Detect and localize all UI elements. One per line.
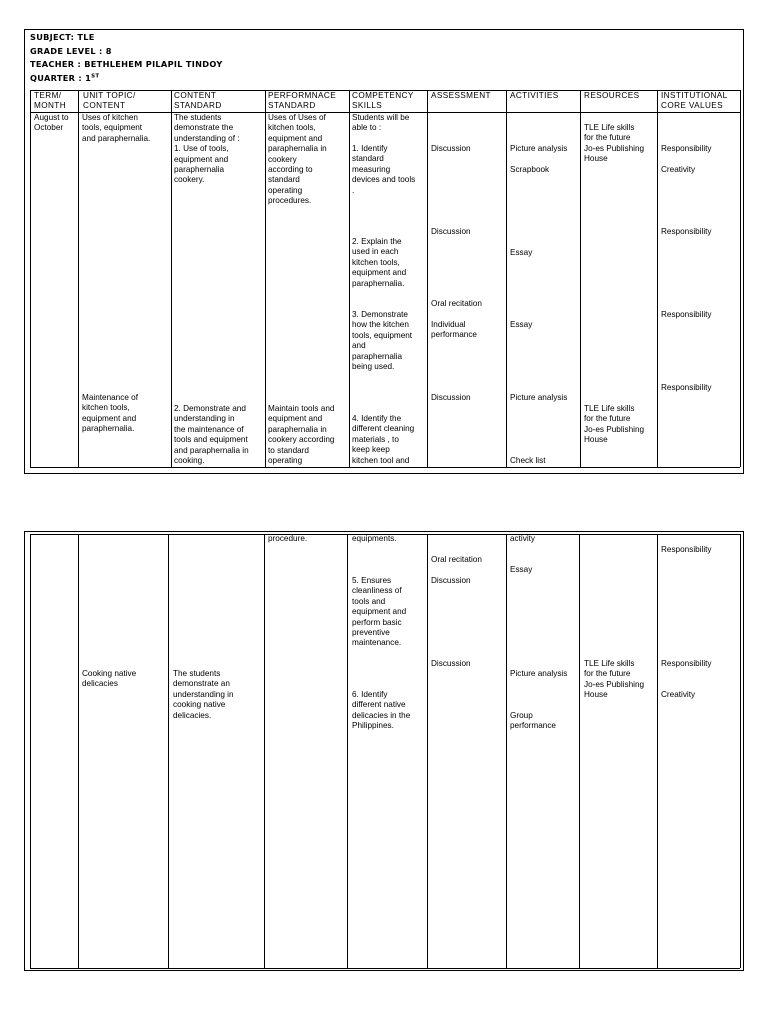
competency-cell: 4. Identify the different cleaning materials , to keep keep kitchen tool and: [352, 414, 415, 465]
competency-cell: 6. Identify different native delicacies in the Philippines.: [352, 690, 411, 731]
content-standard-cell: 2. Demonstrate and understanding in the maintenance of tools and equipment and paraphernalia in cooking.: [174, 404, 249, 466]
core-value-cell: Creativity: [661, 165, 696, 174]
column-divider: [580, 90, 581, 467]
column-divider: [657, 90, 658, 467]
competency-cell: 1. Identify standard measuring devices and tools .: [352, 144, 416, 195]
core-value-cell: Responsibility: [661, 659, 712, 668]
activity-cell: Check list: [510, 456, 546, 465]
term-cell: August to October: [34, 113, 69, 133]
assessment-cell: Oral recitation: [431, 555, 482, 564]
core-value-cell: Responsibility: [661, 227, 712, 236]
assessment-cell: Discussion: [431, 659, 471, 668]
resources-cell: TLE Life skills for the future Jo-es Publishing House: [584, 123, 645, 164]
activity-cell: Picture analysis: [510, 393, 568, 402]
activity-cell: activity: [510, 534, 536, 543]
column-divider: [168, 534, 169, 968]
column-divider: [579, 534, 580, 968]
core-value-cell: Creativity: [661, 690, 696, 699]
activity-cell: Picture analysis: [510, 669, 568, 678]
teacher-line: TEACHER : BETHLEHEM PILAPIL TINDOY: [30, 59, 223, 69]
column-header-core-values: INSTITUTIONAL CORE VALUES: [661, 91, 728, 111]
column-divider: [506, 90, 507, 467]
table-right-border: [740, 534, 741, 968]
activity-cell: Group performance: [510, 711, 556, 731]
column-divider: [427, 90, 428, 467]
column-header-term: TERM/ MONTH: [34, 91, 67, 111]
table-left-border: [30, 534, 31, 968]
table-right-border: [740, 90, 741, 467]
competency-intro-cell: Students will be able to :: [352, 113, 410, 133]
assessment-cell: Oral recitation: [431, 299, 482, 308]
column-header-performance-standard: PERFORMNACE STANDARD: [268, 91, 337, 111]
curriculum-page-1: [24, 29, 744, 474]
assessment-cell: Discussion: [431, 227, 471, 236]
column-header-unit: UNIT TOPIC/ CONTENT: [83, 91, 136, 111]
assessment-cell: Discussion: [431, 144, 471, 153]
column-header-activities: ACTIVITIES: [510, 91, 559, 100]
unit-topic-cell: Cooking native delicacies: [82, 669, 137, 689]
unit-topic-cell: Uses of kitchen tools, equipment and paraphernalia.: [82, 113, 151, 143]
document-header: [30, 31, 223, 85]
competency-cell: 3. Demonstrate how the kitchen tools, equipment and paraphernalia being used.: [352, 310, 413, 372]
core-value-cell: Responsibility: [661, 144, 712, 153]
table-left-border: [30, 90, 31, 467]
curriculum-page-2: [24, 531, 744, 971]
assessment-cell: Discussion: [431, 576, 471, 585]
activity-cell: Essay: [510, 565, 533, 574]
core-value-cell: Responsibility: [661, 310, 712, 319]
performance-standard-cell: Uses of Uses of kitchen tools, equipment and paraphernalia in cookery according to standard operating procedures.: [268, 113, 327, 206]
content-standard-cell: The students demonstrate an understanding in cooking native delicacies.: [173, 669, 234, 720]
grade-level-line: GRADE LEVEL : 8: [30, 45, 112, 56]
column-divider: [265, 90, 266, 467]
performance-standard-cell: procedure.: [268, 534, 308, 543]
column-header-assessment: ASSESSMENT: [431, 91, 491, 100]
activity-cell: Essay: [510, 248, 533, 257]
performance-standard-cell: Maintain tools and equipment and paraphernalia in cookery according to standard operating: [268, 404, 335, 466]
column-divider: [78, 534, 79, 968]
column-divider: [349, 90, 350, 467]
assessment-cell: Discussion: [431, 393, 471, 402]
assessment-cell: Individual performance: [431, 320, 477, 340]
core-value-cell: Responsibility: [661, 545, 712, 554]
table-bottom-border: [30, 968, 740, 969]
table-bottom-border: [30, 467, 740, 468]
column-divider: [506, 534, 507, 968]
column-header-content-standard: CONTENT STANDARD: [174, 91, 222, 111]
core-value-cell: Responsibility: [661, 383, 712, 392]
column-divider: [264, 534, 265, 968]
column-divider: [78, 90, 79, 467]
column-divider: [171, 90, 172, 467]
competency-cell: 5. Ensures cleanliness of tools and equipment and perform basic preventive maintenance.: [352, 576, 407, 648]
column-header-competency: COMPETENCY SKILLS: [352, 91, 414, 111]
content-standard-cell: The students demonstrate the understanding of : 1. Use of tools, equipment and paraphernalia cookery.: [174, 113, 240, 185]
subject-line: SUBJECT: TLE: [30, 32, 95, 42]
resources-cell: TLE Life skills for the future Jo-es Publishing House: [584, 659, 645, 700]
column-header-resources: RESOURCES: [584, 91, 640, 100]
column-divider: [427, 534, 428, 968]
column-divider: [657, 534, 658, 968]
activity-cell: Picture analysis: [510, 144, 568, 153]
quarter-line: QUARTER : 1ST: [30, 72, 100, 83]
activity-cell: Scrapbook: [510, 165, 550, 174]
unit-topic-cell: Maintenance of kitchen tools, equipment and paraphernalia.: [82, 393, 138, 434]
column-divider: [347, 534, 348, 968]
activity-cell: Essay: [510, 320, 533, 329]
resources-cell: TLE Life skills for the future Jo-es Publishing House: [584, 404, 645, 445]
competency-cell: equipments.: [352, 534, 397, 543]
competency-cell: 2. Explain the used in each kitchen tools, equipment and paraphernalia.: [352, 237, 407, 288]
